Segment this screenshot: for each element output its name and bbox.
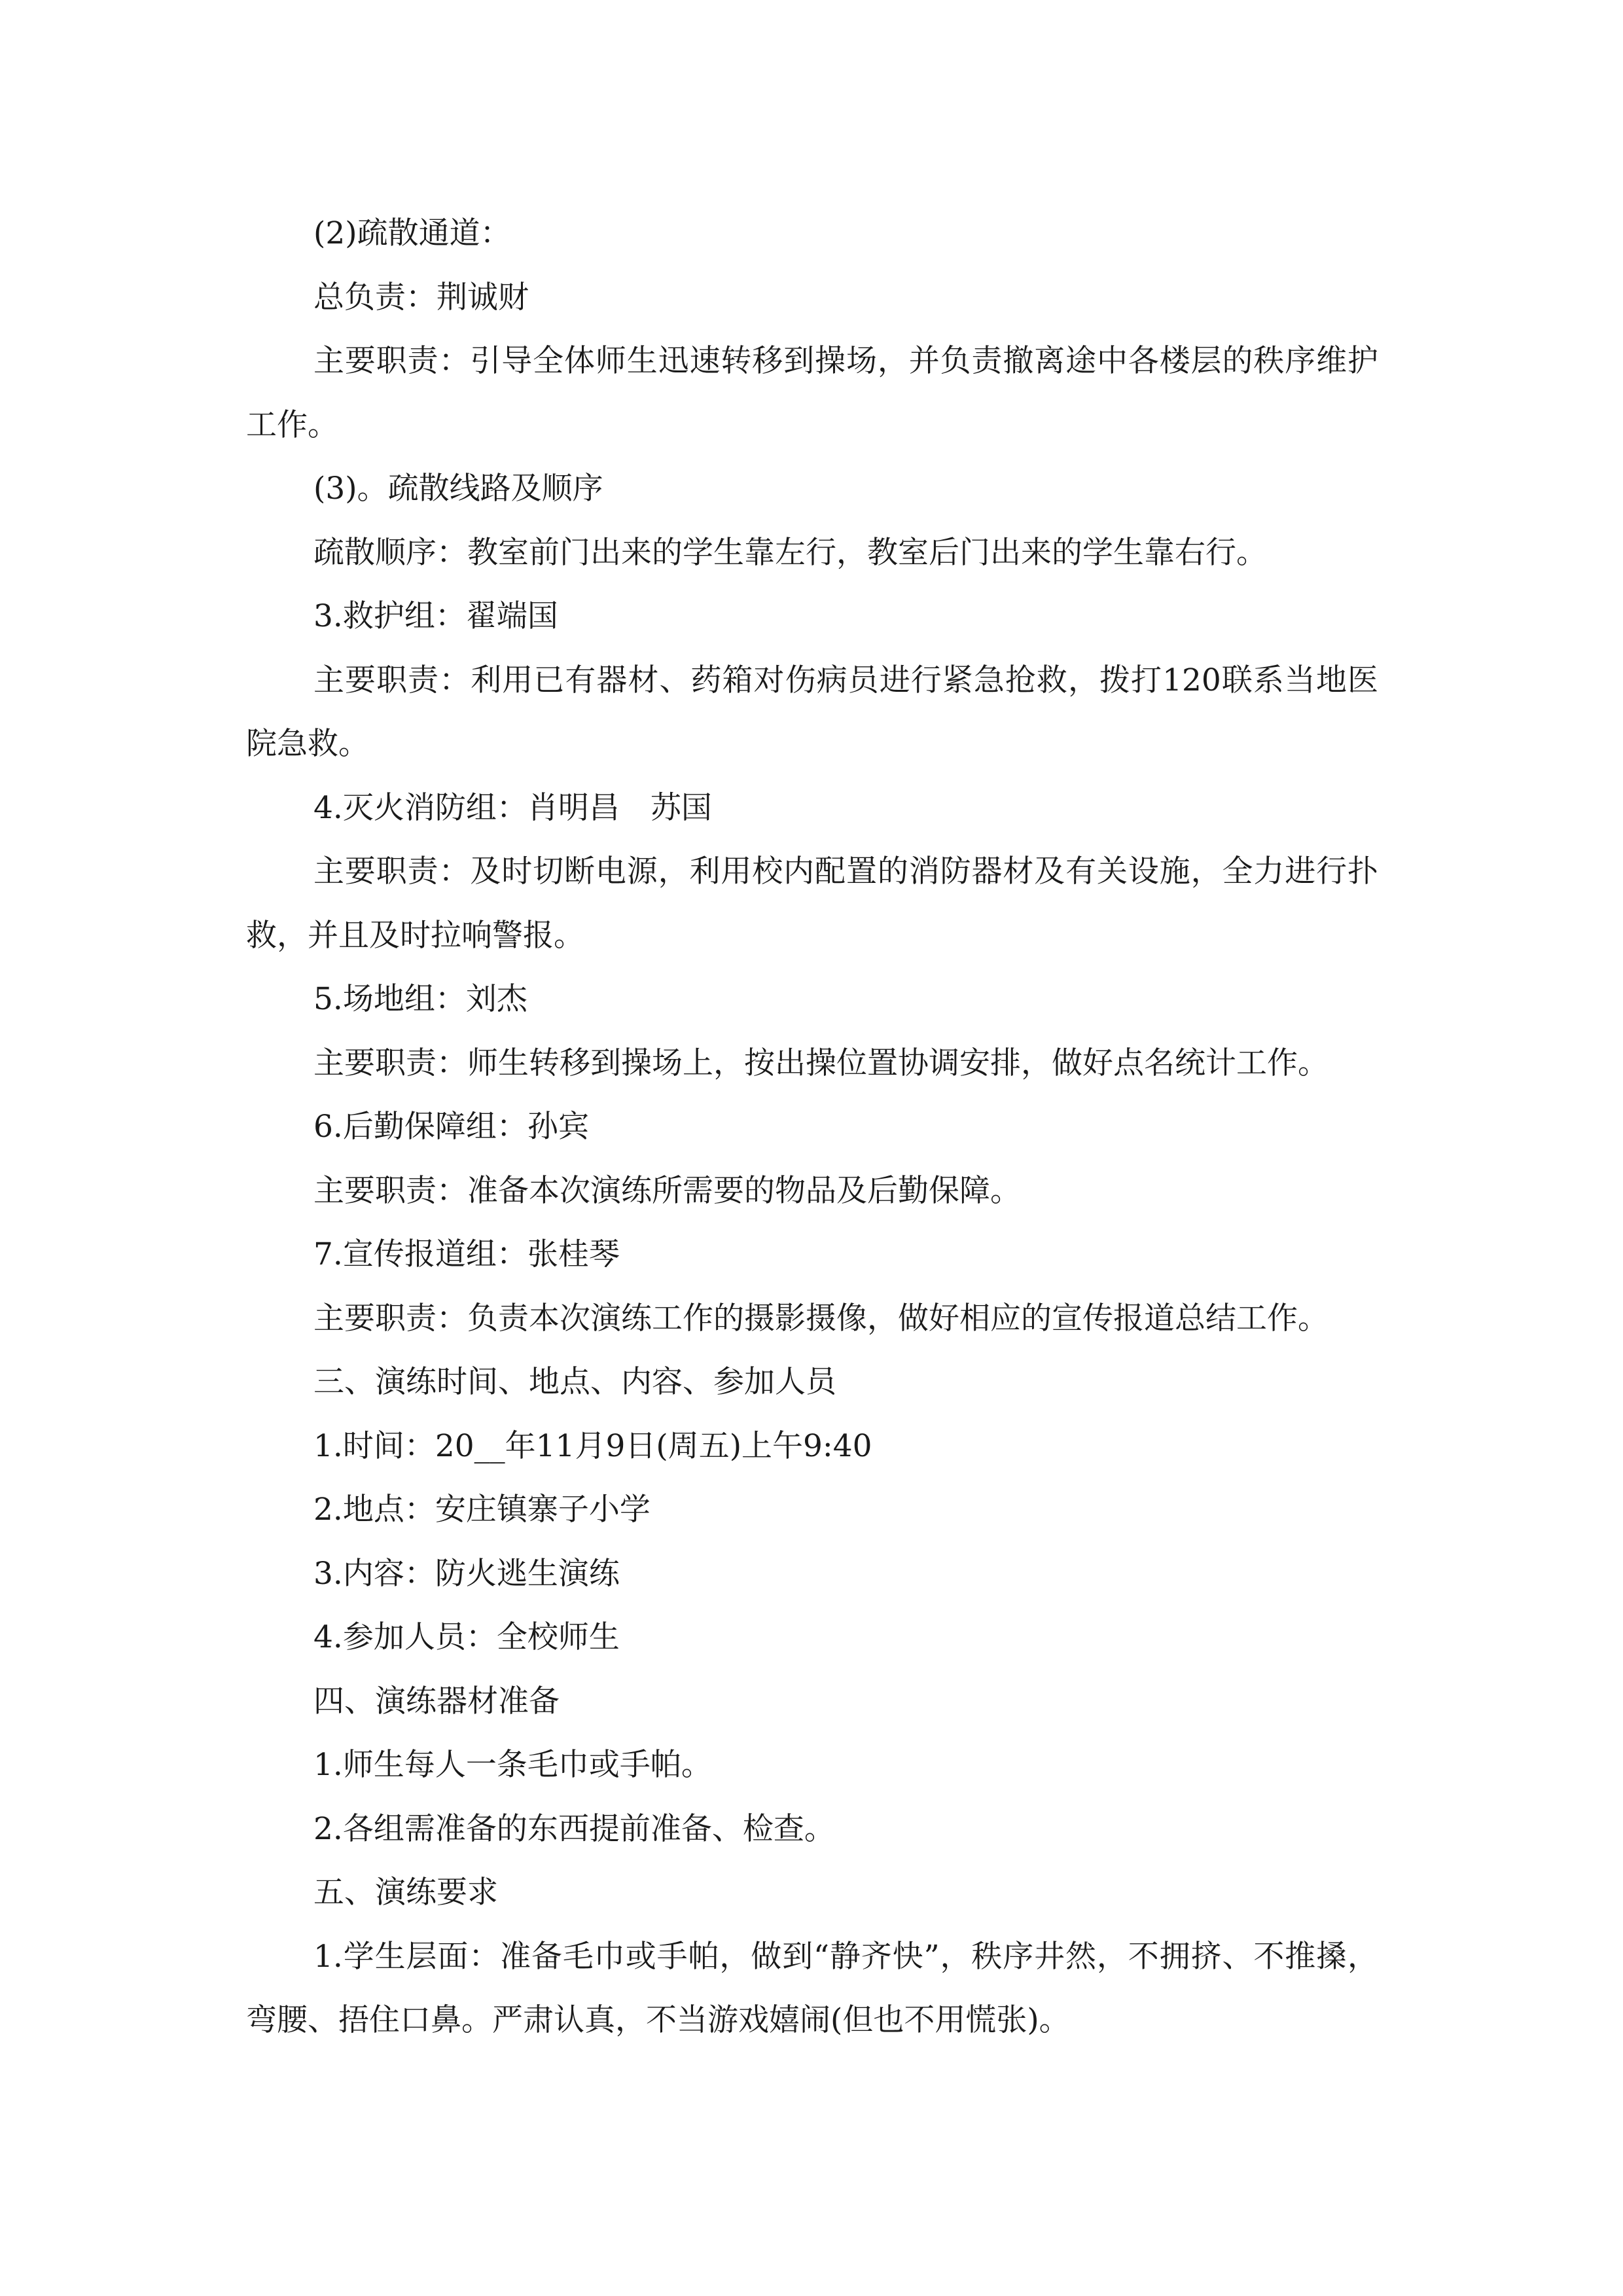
paragraph-site-duties: 主要职责：师生转移到操场上，按出操位置协调安排，做好点名统计工作。 [313,1045,1329,1081]
section-heading-requirements: 五、演练要求 [313,1874,498,1910]
paragraph-drill-content: 3.内容：防火逃生演练 [313,1555,620,1592]
document-body [246,202,1378,2053]
paragraph-route-order-heading: (3)。疏散线路及顺序 [313,471,603,507]
paragraph-equipment-towel: 1.师生每人一条毛巾或手帕。 [313,1747,712,1783]
paragraph-evacuation-duties: 主要职责：引导全体师生迅速转移到操场，并负责撤离途中各楼层的秩序维护工作。 [246,343,1378,443]
paragraph-drill-participants: 4.参加人员：全校师生 [313,1619,620,1655]
paragraph-equipment-check: 2.各组需准备的东西提前准备、检查。 [313,1810,835,1847]
paragraph-chief-responsible: 总负责：荆诚财 [313,279,529,315]
paragraph-rescue-group: 3.救护组：翟端国 [313,598,558,634]
paragraph-student-requirements: 1.学生层面：准备毛巾或手帕，做到“静齐快”，秩序井然，不拥挤、不推搡，弯腰、捂住口鼻。严肃认真，不当游戏嬉闹(但也不用慌张)。 [246,1938,1378,2038]
section-heading-drill-info: 三、演练时间、地点、内容、参加人员 [313,1364,836,1400]
paragraph-rescue-duties: 主要职责：利用已有器材、药箱对伤病员进行紧急抢救，拨打120联系当地医院急救。 [246,662,1378,762]
paragraph-publicity-group: 7.宣传报道组：张桂琴 [313,1236,620,1272]
paragraph-evacuation-order: 疏散顺序：教室前门出来的学生靠左行，教室后门出来的学生靠右行。 [313,534,1267,571]
paragraph-logistics-duties: 主要职责：准备本次演练所需要的物品及后勤保障。 [313,1172,1021,1209]
paragraph-fire-group: 4.灭火消防组：肖明昌 苏国 [313,789,712,826]
paragraph-evacuation-route-heading: (2)疏散通道： [313,215,511,251]
paragraph-site-group: 5.场地组：刘杰 [313,981,527,1017]
paragraph-drill-location: 2.地点：安庄镇寨子小学 [313,1492,651,1528]
paragraph-publicity-duties: 主要职责：负责本次演练工作的摄影摄像，做好相应的宣传报道总结工作。 [313,1300,1329,1336]
paragraph-fire-duties: 主要职责：及时切断电源，利用校内配置的消防器材及有关设施，全力进行扑救，并且及时拉响警报。 [246,853,1378,954]
section-heading-equipment: 四、演练器材准备 [313,1683,560,1719]
paragraph-logistics-group: 6.后勤保障组：孙宾 [313,1109,589,1145]
paragraph-drill-time: 1.时间：20__年11月9日(周五)上午9:40 [313,1427,872,1464]
